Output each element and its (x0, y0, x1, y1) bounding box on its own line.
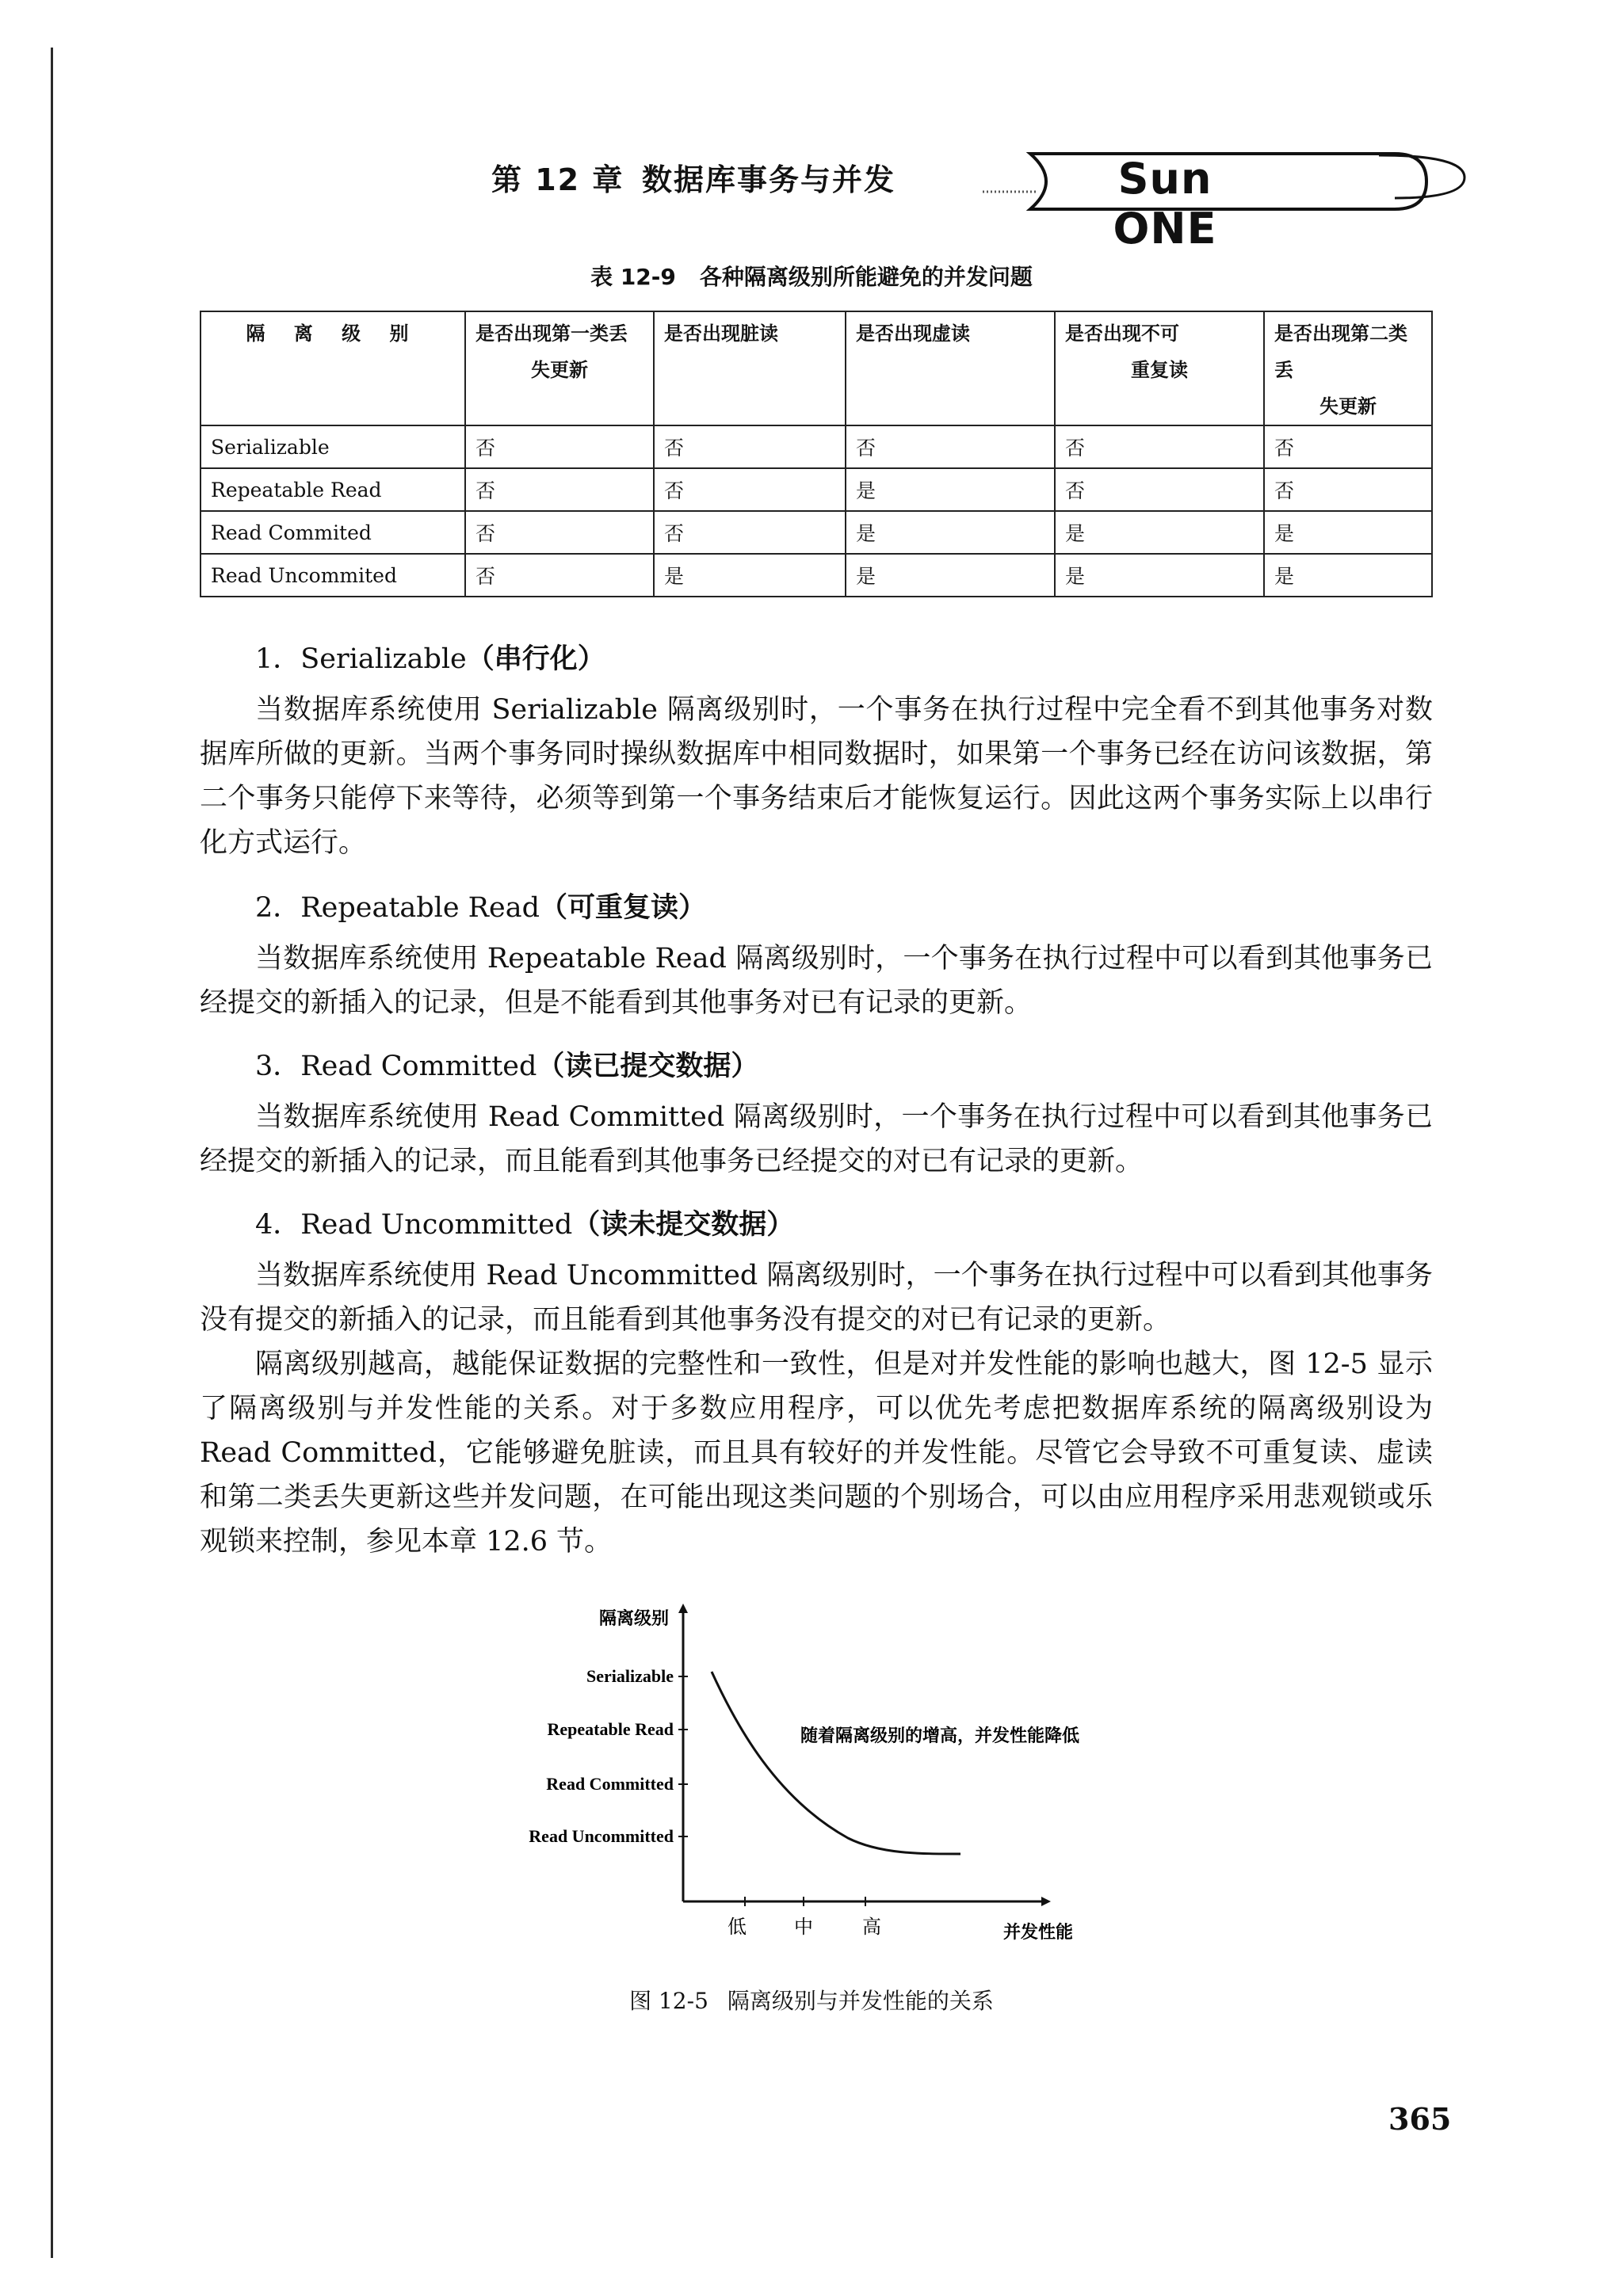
chapter-number: 第 12 章 (491, 162, 624, 197)
table-cell: 是 (1055, 554, 1264, 597)
header-line: 重复读 (1131, 359, 1188, 381)
table-cell: 是 (654, 554, 846, 597)
header-line: 是否出现第一类丢 (475, 322, 628, 345)
table-cell: Read Commited (200, 511, 465, 554)
header-line: 失更新 (1319, 395, 1377, 418)
running-header (491, 149, 1474, 254)
y-tick-label: Read Committed (546, 1774, 674, 1794)
table-cell: 否 (1055, 425, 1264, 468)
y-tick-label: Read Uncommitted (529, 1826, 674, 1846)
table-cell: 是 (1264, 554, 1432, 597)
x-tick-label: 中 (794, 1916, 813, 1938)
table-row (200, 468, 1432, 511)
table-cell: 否 (1264, 425, 1432, 468)
x-tick-label: 高 (862, 1916, 881, 1938)
table-row (200, 511, 1432, 554)
table-cell: 是 (1264, 511, 1432, 554)
header-cell (1264, 311, 1432, 425)
table-cell: 否 (654, 425, 846, 468)
figure-caption-number: 图 12-5 (629, 1988, 708, 2014)
paragraph: 当数据库系统使用 Serializable 隔离级别时，一个事务在执行过程中完全看不到其他事务对数据库所做的更新。当两个事务同时操纵数据库中相同数据时，如果第一个事务已经在访问该数据，第二个事务只能停下来等待，必须等到第一个事务结束后才能恢复运行。因此这两个事务实际上以串行化方式运行。 (200, 694, 1433, 859)
paragraph: 隔离级别越高，越能保证数据的完整性和一致性，但是对并发性能的影响也越大，图 12-5 显示了隔离级别与并发性能的关系。对于多数应用程序，可以优先考虑把数据库系统的隔离级别设为 Read Committed，它能够避免脏读，而且具有较好的并发性能。尽管它会导致不可重复读、虚读和第二类丢失更新这些并发问题，在可能出现这类问题的个别场合，可以由应用程序采用悲观锁或乐观锁来控制，参见本章 12.6 节。 (200, 1348, 1433, 1558)
paragraph: 当数据库系统使用 Repeatable Read 隔离级别时，一个事务在执行过程中可以看到其他事务已经提交的新插入的记录，但是不能看到其他事务对已有记录的更新。 (200, 943, 1433, 1019)
table-cell: 否 (846, 425, 1055, 468)
section-heading-number: 2．Repeatable Read (255, 892, 540, 924)
section-heading-serializable (255, 637, 605, 677)
header-line: 失更新 (531, 359, 588, 381)
section-heading-chinese: （可重复读） (540, 892, 707, 924)
y-axis-label: 隔离级别 (598, 1609, 669, 1629)
x-axis-label: 并发性能 (1002, 1923, 1074, 1943)
sun-one-logo-text: Sun ONE (1113, 154, 1217, 254)
table-cell: 否 (465, 425, 654, 468)
section-heading-number: 1．Serializable (255, 643, 467, 675)
page-margin-rule (51, 48, 53, 2258)
chart-annotation: 随着隔离级别的增高，并发性能降低 (800, 1726, 1080, 1746)
paragraph: 当数据库系统使用 Read Uncommitted 隔离级别时，一个事务在执行过程中可以看到其他事务没有提交的新插入的记录，而且能看到其他事务没有提交的对已有记录的更新。 (200, 1260, 1433, 1336)
chapter-title: 数据库事务与并发 (642, 162, 896, 197)
table-cell: 否 (654, 468, 846, 511)
section-heading-number: 4．Read Uncommitted (255, 1209, 573, 1241)
header-line: 是否出现第二类丢 (1274, 322, 1407, 381)
header-line: 是否出现虚读 (856, 322, 970, 345)
y-tick-label: Repeatable Read (547, 1719, 674, 1739)
header-cell (654, 311, 846, 425)
paragraph: 当数据库系统使用 Read Committed 隔离级别时，一个事务在执行过程中可以看到其他事务已经提交的新插入的记录，而且能看到其他事务已经提交的对已有记录的更新。 (200, 1101, 1433, 1177)
table-cell: 是 (846, 511, 1055, 554)
table-cell: Repeatable Read (200, 468, 465, 511)
figure-caption-text: 隔离级别与并发性能的关系 (727, 1988, 994, 2014)
table-row (200, 554, 1432, 597)
header-line: 隔 离 级 别 (246, 322, 420, 345)
section-heading-number: 3．Read Committed (255, 1051, 537, 1082)
section-heading-read-uncommitted (255, 1203, 794, 1242)
header-cell (200, 311, 465, 425)
section-body-read-uncommitted (200, 1253, 1433, 1342)
section-heading-chinese: （串行化） (466, 643, 605, 675)
table-cell: 否 (465, 468, 654, 511)
table-cell: 否 (1055, 468, 1264, 511)
trend-curve (712, 1672, 960, 1854)
isolation-level-table (200, 311, 1433, 597)
header-line: 是否出现脏读 (664, 322, 778, 345)
section-heading-chinese: （读已提交数据） (537, 1051, 759, 1082)
table-caption-number: 表 12-9 (590, 264, 676, 290)
summary-paragraph-block (200, 1342, 1433, 1564)
table-cell: 否 (465, 511, 654, 554)
x-tick-label: 低 (727, 1916, 747, 1938)
section-body-read-committed (200, 1095, 1433, 1184)
isolation-vs-concurrency-chart (475, 1592, 1236, 1965)
table-cell: 否 (465, 554, 654, 597)
section-heading-read-committed (255, 1044, 758, 1084)
header-cell (846, 311, 1055, 425)
table-caption-text: 各种隔离级别所能避免的并发问题 (699, 264, 1033, 290)
header-line: 是否出现不可 (1065, 322, 1179, 345)
table-cell: Read Uncommited (200, 554, 465, 597)
y-tick-label: Serializable (586, 1666, 674, 1686)
table-cell: 否 (1264, 468, 1432, 511)
table-cell: Serializable (200, 425, 465, 468)
section-body-serializable (200, 688, 1433, 865)
table-cell: 是 (1055, 511, 1264, 554)
table-caption (0, 260, 1623, 292)
table-row (200, 425, 1432, 468)
section-body-repeatable-read (200, 936, 1433, 1025)
table-cell: 是 (846, 554, 1055, 597)
table-header-row (200, 311, 1432, 425)
header-cell (465, 311, 654, 425)
table-cell: 否 (654, 511, 846, 554)
section-heading-repeatable-read (255, 886, 706, 925)
page-number: 365 (1388, 2101, 1452, 2137)
header-cell (1055, 311, 1264, 425)
table-cell: 是 (846, 468, 1055, 511)
section-heading-chinese: （读未提交数据） (572, 1209, 795, 1241)
figure-caption (0, 1984, 1623, 2016)
